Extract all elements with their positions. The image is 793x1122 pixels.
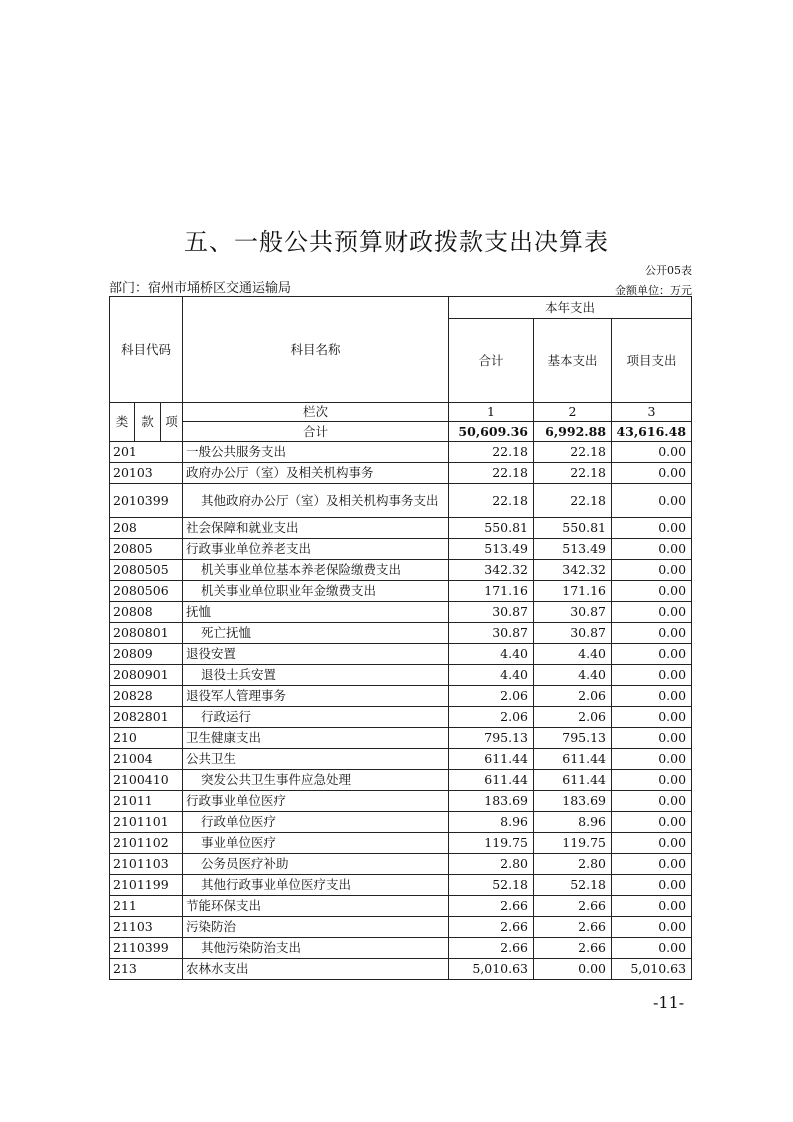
row-basic: 611.44 [534, 770, 612, 791]
row-project: 0.00 [612, 707, 692, 728]
row-project: 0.00 [612, 539, 692, 560]
row-code: 21103 [110, 917, 183, 938]
table-row [110, 463, 692, 484]
header-code: 科目代码 [110, 297, 183, 403]
row-total: 795.13 [449, 728, 534, 749]
row-project: 0.00 [612, 749, 692, 770]
table-body [110, 297, 692, 980]
header-xiang: 项 [161, 403, 183, 442]
row-basic: 183.69 [534, 791, 612, 812]
row-name: 事业单位医疗 [183, 833, 449, 854]
row-total: 5,010.63 [449, 959, 534, 980]
row-project: 0.00 [612, 442, 692, 463]
table-row [110, 749, 692, 770]
table-row [110, 812, 692, 833]
row-name: 农林水支出 [183, 959, 449, 980]
row-total: 4.40 [449, 665, 534, 686]
sum-label: 合计 [183, 422, 449, 442]
row-code: 20828 [110, 686, 183, 707]
row-project: 0.00 [612, 518, 692, 539]
column-number-1: 1 [449, 403, 534, 422]
table-row [110, 623, 692, 644]
row-code: 210 [110, 728, 183, 749]
row-basic: 2.66 [534, 938, 612, 959]
row-basic: 30.87 [534, 623, 612, 644]
form-number: 公开05表 [645, 264, 692, 277]
row-basic: 22.18 [534, 484, 612, 518]
table-row [110, 875, 692, 896]
row-basic: 550.81 [534, 518, 612, 539]
row-code: 2080505 [110, 560, 183, 581]
header-basic: 基本支出 [534, 319, 612, 403]
header-row-1 [110, 297, 692, 319]
row-project: 0.00 [612, 686, 692, 707]
row-project: 0.00 [612, 896, 692, 917]
row-basic: 22.18 [534, 442, 612, 463]
row-total: 4.40 [449, 644, 534, 665]
row-project: 0.00 [612, 728, 692, 749]
table-row [110, 896, 692, 917]
table-row [110, 644, 692, 665]
row-total: 342.32 [449, 560, 534, 581]
row-name: 突发公共卫生事件应急处理 [183, 770, 449, 791]
row-code: 2110399 [110, 938, 183, 959]
row-total: 22.18 [449, 442, 534, 463]
row-code: 201 [110, 442, 183, 463]
row-code: 2101102 [110, 833, 183, 854]
row-name: 社会保障和就业支出 [183, 518, 449, 539]
row-total: 22.18 [449, 484, 534, 518]
row-project: 0.00 [612, 917, 692, 938]
row-total: 30.87 [449, 623, 534, 644]
table-row [110, 770, 692, 791]
table-row [110, 665, 692, 686]
row-project: 0.00 [612, 854, 692, 875]
row-total: 52.18 [449, 875, 534, 896]
row-basic: 171.16 [534, 581, 612, 602]
row-basic: 52.18 [534, 875, 612, 896]
row-code: 20809 [110, 644, 183, 665]
department-label: 部门：宿州市埇桥区交通运输局 [109, 281, 292, 296]
header-current-year: 本年支出 [449, 297, 692, 319]
row-project: 0.00 [612, 644, 692, 665]
row-basic: 2.66 [534, 917, 612, 938]
row-code: 2080801 [110, 623, 183, 644]
table-row [110, 938, 692, 959]
row-name: 节能环保支出 [183, 896, 449, 917]
row-total: 2.06 [449, 707, 534, 728]
row-name: 抚恤 [183, 602, 449, 623]
table-row [110, 560, 692, 581]
column-number-row [110, 403, 692, 422]
row-basic: 8.96 [534, 812, 612, 833]
row-total: 2.66 [449, 938, 534, 959]
row-code: 2101199 [110, 875, 183, 896]
row-code: 208 [110, 518, 183, 539]
row-total: 2.80 [449, 854, 534, 875]
row-project: 0.00 [612, 791, 692, 812]
table-row [110, 686, 692, 707]
row-project: 0.00 [612, 665, 692, 686]
table-row [110, 854, 692, 875]
row-name: 退役安置 [183, 644, 449, 665]
sum-project: 43,616.48 [612, 422, 692, 442]
row-code: 2101101 [110, 812, 183, 833]
row-basic: 2.80 [534, 854, 612, 875]
table-row [110, 602, 692, 623]
column-label: 栏次 [183, 403, 449, 422]
page-title: 五、一般公共预算财政拨款支出决算表 [184, 228, 609, 256]
row-total: 22.18 [449, 463, 534, 484]
row-code: 2080506 [110, 581, 183, 602]
row-code: 21011 [110, 791, 183, 812]
table-row [110, 917, 692, 938]
row-project: 0.00 [612, 581, 692, 602]
table-row [110, 539, 692, 560]
row-code: 20808 [110, 602, 183, 623]
row-name: 一般公共服务支出 [183, 442, 449, 463]
row-basic: 2.66 [534, 896, 612, 917]
row-project: 0.00 [612, 623, 692, 644]
row-basic: 342.32 [534, 560, 612, 581]
row-basic: 22.18 [534, 463, 612, 484]
row-total: 550.81 [449, 518, 534, 539]
row-name: 公共卫生 [183, 749, 449, 770]
sum-basic: 6,992.88 [534, 422, 612, 442]
page-number: -11- [653, 993, 685, 1012]
row-name: 机关事业单位基本养老保险缴费支出 [183, 560, 449, 581]
row-basic: 30.87 [534, 602, 612, 623]
row-name: 其他行政事业单位医疗支出 [183, 875, 449, 896]
row-name: 卫生健康支出 [183, 728, 449, 749]
row-basic: 513.49 [534, 539, 612, 560]
row-total: 2.66 [449, 896, 534, 917]
row-total: 2.66 [449, 917, 534, 938]
row-project: 0.00 [612, 463, 692, 484]
row-basic: 4.40 [534, 644, 612, 665]
row-basic: 611.44 [534, 749, 612, 770]
row-name: 污染防治 [183, 917, 449, 938]
row-project: 0.00 [612, 560, 692, 581]
unit-label: 金额单位：万元 [615, 284, 692, 297]
row-total: 611.44 [449, 770, 534, 791]
row-code: 2010399 [110, 484, 183, 518]
row-code: 211 [110, 896, 183, 917]
row-project: 0.00 [612, 484, 692, 518]
row-name: 行政单位医疗 [183, 812, 449, 833]
row-total: 171.16 [449, 581, 534, 602]
row-code: 2082801 [110, 707, 183, 728]
row-name: 行政事业单位医疗 [183, 791, 449, 812]
header-name: 科目名称 [183, 297, 449, 403]
row-code: 213 [110, 959, 183, 980]
row-name: 政府办公厅（室）及相关机构事务 [183, 463, 449, 484]
row-basic: 0.00 [534, 959, 612, 980]
row-code: 2100410 [110, 770, 183, 791]
row-name: 行政运行 [183, 707, 449, 728]
row-total: 183.69 [449, 791, 534, 812]
row-project: 0.00 [612, 875, 692, 896]
row-total: 611.44 [449, 749, 534, 770]
row-project: 0.00 [612, 812, 692, 833]
table-row [110, 442, 692, 463]
header-lei: 类 [110, 403, 135, 442]
row-code: 21004 [110, 749, 183, 770]
row-code: 20103 [110, 463, 183, 484]
row-code: 2101103 [110, 854, 183, 875]
row-name: 行政事业单位养老支出 [183, 539, 449, 560]
table-row [110, 791, 692, 812]
table-row [110, 833, 692, 854]
table-row [110, 728, 692, 749]
column-number-2: 2 [534, 403, 612, 422]
row-total: 119.75 [449, 833, 534, 854]
expenditure-table [109, 296, 692, 980]
row-total: 513.49 [449, 539, 534, 560]
row-code: 2080901 [110, 665, 183, 686]
row-total: 2.06 [449, 686, 534, 707]
table-row [110, 959, 692, 980]
row-basic: 4.40 [534, 665, 612, 686]
row-total: 8.96 [449, 812, 534, 833]
header-project: 项目支出 [612, 319, 692, 403]
table-row [110, 581, 692, 602]
row-project: 5,010.63 [612, 959, 692, 980]
row-name: 公务员医疗补助 [183, 854, 449, 875]
row-name: 退役士兵安置 [183, 665, 449, 686]
row-name: 机关事业单位职业年金缴费支出 [183, 581, 449, 602]
row-name: 其他污染防治支出 [183, 938, 449, 959]
row-project: 0.00 [612, 602, 692, 623]
row-basic: 119.75 [534, 833, 612, 854]
sum-row [110, 422, 692, 442]
row-total: 30.87 [449, 602, 534, 623]
row-name: 其他政府办公厅（室）及相关机构事务支出 [183, 484, 449, 518]
table-row [110, 518, 692, 539]
row-project: 0.00 [612, 833, 692, 854]
row-basic: 2.06 [534, 686, 612, 707]
table-row [110, 484, 692, 518]
row-name: 死亡抚恤 [183, 623, 449, 644]
row-code: 20805 [110, 539, 183, 560]
row-project: 0.00 [612, 770, 692, 791]
row-basic: 2.06 [534, 707, 612, 728]
row-project: 0.00 [612, 938, 692, 959]
row-name: 退役军人管理事务 [183, 686, 449, 707]
header-kuan: 款 [135, 403, 161, 442]
header-total: 合计 [449, 319, 534, 403]
row-basic: 795.13 [534, 728, 612, 749]
sum-total: 50,609.36 [449, 422, 534, 442]
column-number-3: 3 [612, 403, 692, 422]
table-row [110, 707, 692, 728]
